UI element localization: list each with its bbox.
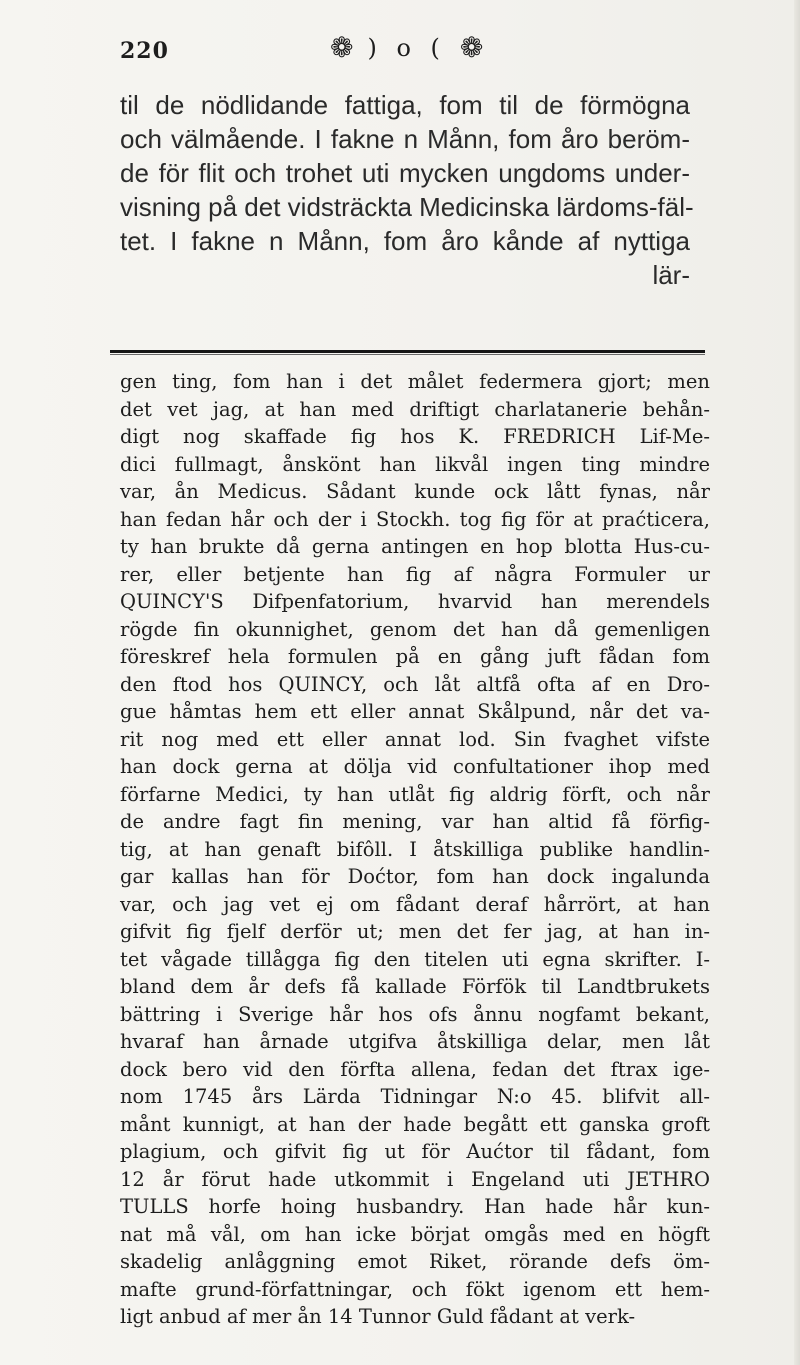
text-line: nat må vål, om han icke börjat omgås med en högft bbox=[120, 1222, 710, 1246]
text-line: tig, at han genaft bifôll. I åtskilliga publike handlin- bbox=[120, 837, 710, 861]
text-line: rit nog med ett eller annat lod. Sin fvaghet vifste bbox=[120, 727, 710, 751]
text-line: var, ån Medicus. Sådant kunde ock lått fynas, når bbox=[120, 480, 710, 503]
text-line: bland dem år defs få kallade Förfök til Landtbrukets bbox=[120, 975, 710, 998]
text-line: rer, eller betjente han fig af några Formuler ur bbox=[120, 562, 710, 586]
text-line: TULLS horfe hoing husbandry. Han hade hår kun- bbox=[120, 1195, 710, 1218]
text-line: til de nödlidande fattiga, fom til de förmögna bbox=[120, 90, 690, 120]
text-line: visning på det vidsträckta Medicinska lärdoms-fäl- bbox=[120, 192, 694, 222]
page-edge bbox=[794, 0, 800, 1365]
text-line: det vet jag, at han med driftigt charlatanerie behån- bbox=[120, 397, 710, 421]
running-head-ornament bbox=[330, 30, 483, 66]
catchword: lär- bbox=[652, 260, 690, 290]
page-header bbox=[120, 30, 690, 70]
text-line: 12 år förut hade utkommit i Engeland uti JETHRO bbox=[120, 1167, 710, 1191]
text-line: digt nog skaffade fig hos K. FREDRICH Lif-Me- bbox=[120, 425, 710, 448]
text-line: mafte grund-författningar, och fökt igenom ett hem- bbox=[120, 1277, 710, 1301]
text-line: rögde fin okunnighet, genom det han då gemenligen bbox=[120, 617, 710, 641]
text-line: ty han brukte då gerna antingen en hop blotta Hus-cu- bbox=[120, 535, 710, 558]
text-line: tet vågade tillågga fig den titelen uti egna skrifter. I- bbox=[120, 947, 710, 971]
footnote-body bbox=[120, 368, 710, 1331]
text-line: den ftod hos QUINCY, och låt altfå ofta af en Dro- bbox=[120, 672, 710, 696]
text-line: nom 1745 års Lärda Tidningar N:o 45. blifvit all- bbox=[120, 1085, 710, 1108]
text-line: var, och jag vet ej om fådant deraf hårrört, at han bbox=[120, 892, 710, 916]
text-line: plagium, och gifvit fig ut för Aućtor til fådant, fom bbox=[120, 1140, 710, 1163]
text-line: han dock gerna at dölja vid confultationer ihop med bbox=[120, 755, 710, 778]
text-line: och välmående. I fakne n Månn, fom åro beröm- bbox=[120, 124, 690, 154]
text-line: månt kunnigt, at han der hade begått ett ganska groft bbox=[120, 1112, 710, 1136]
text-line: de för flit och trohet uti mycken ungdoms under- bbox=[120, 158, 690, 188]
text-line: hvaraf han årnade utgifva åtskilliga delar, men låt bbox=[120, 1030, 710, 1053]
text-line: de andre fagt fin mening, var han altid få förfig- bbox=[120, 810, 710, 833]
text-line: dici fullmagt, ånskönt han likvål ingen ting mindre bbox=[120, 452, 710, 476]
text-line: ligt anbud af mer ån 14 Tunnor Guld fådant at verk- bbox=[120, 1305, 636, 1328]
text-line: skadelig anlåggning emot Riket, rörande defs öm- bbox=[120, 1250, 710, 1273]
text-line: bättring i Sverige hår hos ofs ånnu nogfamt bekant, bbox=[120, 1002, 710, 1026]
text-line: dock bero vid den förfta allena, fedan det ftrax ige- bbox=[120, 1057, 710, 1081]
page-number: 220 bbox=[120, 38, 169, 64]
continuation-paragraph bbox=[120, 88, 694, 292]
text-line: gen ting, fom han i det målet federmera gjort; men bbox=[120, 370, 710, 393]
text-line: föreskref hela formulen på en gång juft fådan fom bbox=[120, 645, 710, 668]
section-divider-rule bbox=[110, 350, 705, 353]
running-title: ) o ( bbox=[367, 34, 446, 62]
text-line: gue håmtas hem ett eller annat Skålpund, når det va- bbox=[120, 700, 710, 723]
text-line: förfarne Medici, ty han utlåt fig aldrig förft, och når bbox=[120, 782, 710, 806]
flower-ornament-left-icon: ❁ bbox=[330, 31, 354, 64]
text-line: gar kallas han för Doćtor, fom han dock ingalunda bbox=[120, 865, 710, 888]
text-line: gifvit fig fjelf derför ut; men det fer jag, at han in- bbox=[120, 920, 710, 943]
flower-ornament-right-icon: ❁ bbox=[459, 31, 484, 64]
text-line: tet. I fakne n Månn, fom åro kånde af nyttiga bbox=[120, 226, 690, 256]
text-line: QUINCY'S Difpenfatorium, hvarvid han merendels bbox=[120, 590, 710, 613]
text-line: han fedan hår och der i Stockh. tog fig för at praćticera, bbox=[120, 507, 710, 531]
